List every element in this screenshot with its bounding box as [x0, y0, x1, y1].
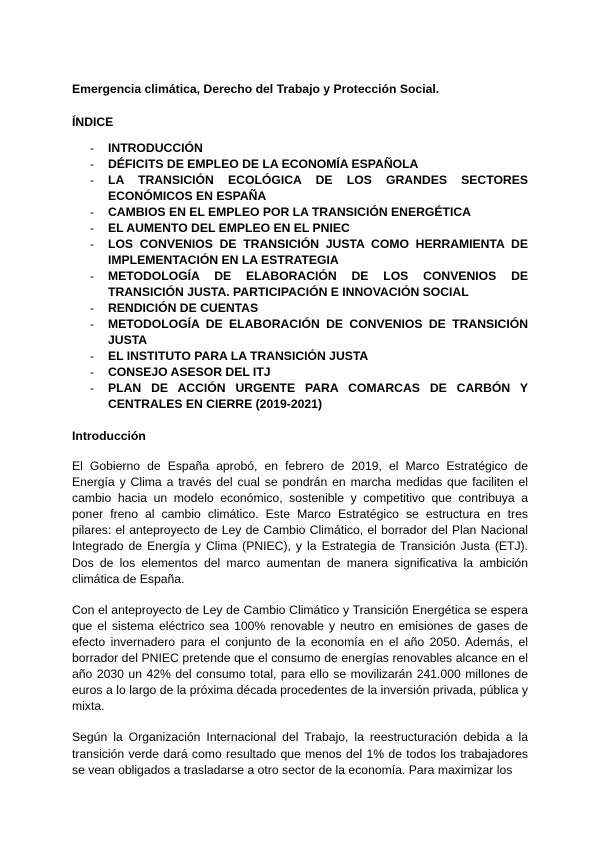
toc-dash: -: [90, 205, 95, 219]
toc-item: [72, 156, 528, 172]
toc-item-label: LOS CONVENIOS DE TRANSICIÓN JUSTA COMO HERRAMIENTA DE IMPLEMENTACIÓN EN LA ESTRATEGIA: [108, 237, 528, 267]
toc-item: [72, 268, 528, 300]
toc-item: [72, 364, 528, 380]
paragraph-2: Con el anteproyecto de Ley de Cambio Climático y Transición Energética se espera que el sistema eléctrico sea 100% renovable y neutro en emisiones de gases de efecto invernadero para el conjunto de la economía en el año 2050. Además, el borrador del PNIEC pretende que el consumo de energías renovables alcance en el año 2030 un 42% del consumo total, para ello se movilizarán 241.000 millones de euros a lo largo de la próxima década procedentes de la inversión privada, pública y mixta.: [72, 602, 528, 714]
toc-item-label: LA TRANSICIÓN ECOLÓGICA DE LOS GRANDES SECTORES ECONÓMICOS EN ESPAÑA: [108, 173, 528, 203]
toc-item: [72, 316, 528, 348]
toc-item-label: EL INSTITUTO PARA LA TRANSICIÓN JUSTA: [108, 349, 369, 363]
toc-item-label: DÉFICITS DE EMPLEO DE LA ECONOMÍA ESPAÑOLA: [108, 157, 419, 171]
document-page: [72, 81, 528, 793]
toc-item: [72, 140, 528, 156]
toc-item-label: CONSEJO ASESOR DEL ITJ: [108, 365, 271, 379]
toc-item: [72, 236, 528, 268]
document-title: Emergencia climática, Derecho del Trabajo y Protección Social.: [72, 82, 440, 96]
toc-dash: -: [90, 221, 95, 235]
paragraph-3: Según la Organización Internacional del Trabajo, la reestructuración debida a la transición verde dará como resultado que menos del 1% de todos los trabajadores se vean obligados a trasladarse a otro sector de la economía. Para maximizar los: [72, 730, 528, 777]
toc-item-label: CAMBIOS EN EL EMPLEO POR LA TRANSICIÓN ENERGÉTICA: [108, 205, 471, 219]
toc-dash: -: [90, 157, 95, 171]
toc-item: [72, 348, 528, 364]
toc-heading: ÍNDICE: [72, 115, 114, 129]
toc-item: [72, 300, 528, 316]
toc-dash: -: [90, 269, 95, 283]
toc-item-label: EL AUMENTO DEL EMPLEO EN EL PNIEC: [108, 221, 350, 235]
section-heading-introduccion: Introducción: [72, 429, 146, 443]
toc-item: [72, 172, 528, 204]
toc-dash: -: [90, 301, 95, 315]
toc-dash: -: [90, 365, 95, 379]
toc-item-label: METODOLOGÍA DE ELABORACIÓN DE CONVENIOS DE TRANSICIÓN JUSTA: [108, 317, 528, 347]
toc-item: [72, 220, 528, 236]
toc-dash: -: [90, 237, 95, 251]
paragraph-1: El Gobierno de España aprobó, en febrero de 2019, el Marco Estratégico de Energía y Clima a través del cual se pondrán en marcha medidas que faciliten el cambio hacia un modelo económico, sostenible y competitivo que contribuya a poner freno al cambio climático. Este Marco Estratégico se estructura en tres pilares: el anteproyecto de Ley de Cambio Climático, el borrador del Plan Nacional Integrado de Energía y Clima (PNIEC), y la Estrategia de Transición Justa (ETJ). Dos de los elementos del marco aumentan de manera significativa la ambición climática de España.: [72, 459, 528, 586]
toc-dash: -: [90, 141, 95, 155]
toc-item-label: PLAN DE ACCIÓN URGENTE PARA COMARCAS DE CARBÓN Y CENTRALES EN CIERRE (2019-2021): [108, 381, 528, 411]
toc-dash: -: [90, 317, 95, 331]
table-of-contents: [72, 140, 528, 412]
toc-dash: -: [90, 349, 95, 363]
toc-item: [72, 380, 528, 412]
toc-dash: -: [90, 381, 95, 395]
toc-item-label: METODOLOGÍA DE ELABORACIÓN DE LOS CONVENIOS DE TRANSICIÓN JUSTA. PARTICIPACIÓN E INNOVACIÓN SOCIAL: [108, 269, 528, 299]
toc-item-label: INTRODUCCIÓN: [108, 141, 203, 155]
toc-item: [72, 204, 528, 220]
toc-item-label: RENDICIÓN DE CUENTAS: [108, 301, 259, 315]
toc-dash: -: [90, 173, 95, 187]
